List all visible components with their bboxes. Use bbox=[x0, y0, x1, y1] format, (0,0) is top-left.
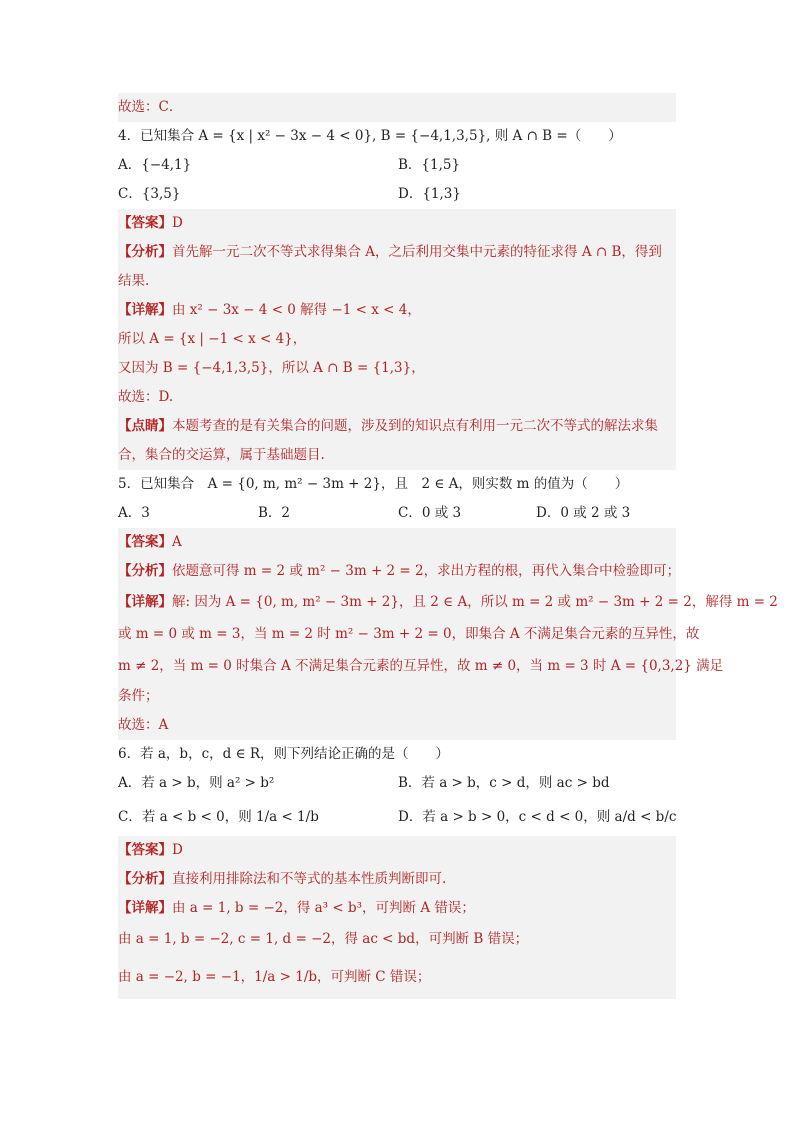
option-b: B．{1,5} bbox=[398, 157, 461, 173]
option-a: A．{−4,1} bbox=[118, 157, 192, 173]
question-6: 6．若 a，b，c，d ∈ R，则下列结论正确的是（ ） bbox=[118, 746, 450, 762]
question-5: 5．已知集合 A = {0, m, m² − 3m + 2}，且 2 ∈ A，则实数 m 的值为（ ） bbox=[118, 476, 629, 492]
analysis-line: 结果. bbox=[118, 267, 676, 296]
detail-line: m ≠ 2，当 m = 0 时集合 A 不满足集合元素的互异性，故 m ≠ 0，当 m = 3 时 A = {0,3,2} 满足 bbox=[118, 650, 676, 682]
analysis-line: 【分析】首先解一元二次不等式求得集合 A，之后利用交集中元素的特征求得 A ∩ B，得到 bbox=[118, 238, 676, 267]
options-row bbox=[118, 499, 676, 528]
detail-line: 【详解】由 a = 1, b = −2，得 a³ < b³，可判断 A 错误； bbox=[118, 894, 676, 923]
option-c: C．0 或 3 bbox=[398, 505, 462, 521]
detail-line: 【详解】由 x² − 3x − 4 < 0 解得 −1 < x < 4， bbox=[118, 296, 676, 325]
answer-key: 【答案】D bbox=[118, 836, 676, 865]
detail-line: 由 a = −2, b = −1，1/a > 1/b，可判断 C 错误； bbox=[118, 955, 676, 999]
detail-line: 故选：D. bbox=[118, 383, 676, 412]
detail-line: 或 m = 0 或 m = 3，当 m = 2 时 m² − 3m + 2 = 0，即集合 A 不满足集合元素的互异性，故 bbox=[118, 618, 676, 650]
answer-key: 【答案】A bbox=[118, 528, 676, 557]
detail-line: 条件； bbox=[118, 682, 676, 711]
analysis-line: 【分析】依题意可得 m = 2 或 m² − 3m + 2 = 2，求出方程的根，再代入集合中检验即可； bbox=[118, 557, 676, 586]
analysis-line: 【分析】直接利用排除法和不等式的基本性质判断即可. bbox=[118, 865, 676, 894]
option-d: D．{1,3} bbox=[398, 186, 461, 202]
detail-line: 故选：A bbox=[118, 711, 676, 740]
comment-line: 【点睛】本题考查的是有关集合的问题，涉及到的知识点有利用一元二次不等式的解法求集 bbox=[118, 412, 676, 441]
option-b: B．2 bbox=[258, 505, 291, 521]
option-a: A．3 bbox=[118, 505, 150, 521]
options-row bbox=[118, 769, 676, 798]
detail-line: 所以 A = {x | −1 < x < 4}， bbox=[118, 325, 676, 354]
option-d: D．0 或 2 或 3 bbox=[536, 505, 631, 521]
comment-line: 合，集合的交运算，属于基础题目. bbox=[118, 441, 676, 470]
detail-line: 【详解】解: 因为 A = {0, m, m² − 3m + 2}，且 2 ∈ A，所以 m = 2 或 m² − 3m + 2 = 2，解得 m = 2 bbox=[118, 586, 676, 618]
detail-line: 由 a = 1, b = −2, c = 1, d = −2，得 ac < bd，可判断 B 错误； bbox=[118, 923, 676, 955]
option-c: C．{3,5} bbox=[118, 186, 181, 202]
option-c: C．若 a < b < 0，则 1/a < 1/b bbox=[118, 809, 319, 825]
answer-key: 【答案】D bbox=[118, 209, 676, 238]
answer-line: 故选：C． bbox=[118, 93, 676, 122]
detail-line: 又因为 B = {−4,1,3,5}，所以 A ∩ B = {1,3}， bbox=[118, 354, 676, 383]
options-row bbox=[118, 798, 676, 836]
options-row bbox=[118, 180, 676, 209]
options-row bbox=[118, 151, 676, 180]
document-page bbox=[118, 93, 778, 999]
question-4: 4．已知集合 A = {x | x² − 3x − 4 < 0}, B = {−4,1,3,5}, 则 A ∩ B =（ ） bbox=[118, 128, 622, 144]
option-b: B．若 a > b，c > d，则 ac > bd bbox=[398, 775, 610, 791]
option-a: A．若 a > b，则 a² > b² bbox=[118, 775, 275, 791]
option-d: D．若 a > b > 0，c < d < 0，则 a/d < b/c bbox=[398, 809, 677, 825]
